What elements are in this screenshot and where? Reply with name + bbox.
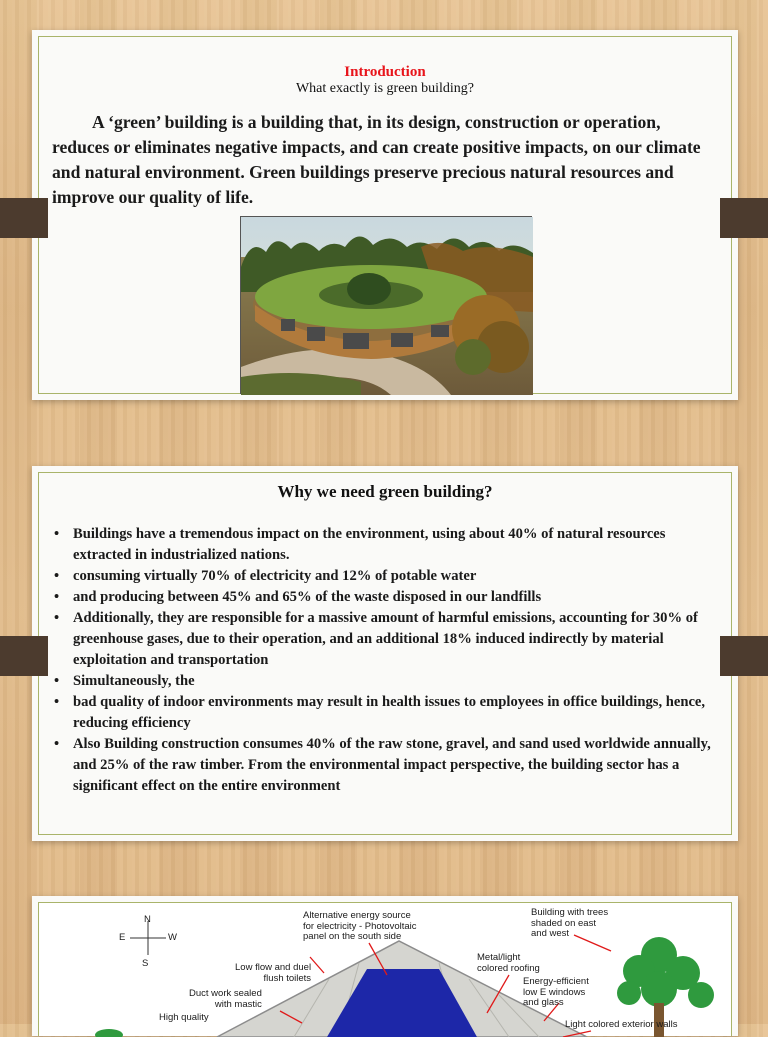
bullet-icon: • — [54, 589, 60, 605]
list-item-text: consuming virtually 70% of electricity and 12% of potable water — [73, 568, 477, 584]
slide-tab-right — [720, 198, 768, 238]
label-duct-work: Duct work sealed with mastic — [189, 988, 262, 1010]
list-item — [54, 608, 722, 671]
list-item — [54, 587, 722, 608]
bullet-icon: • — [54, 526, 60, 542]
green-roof-building-photo — [240, 216, 532, 394]
green-building-diagram — [38, 902, 732, 1036]
compass-east: E — [119, 932, 126, 943]
intro-paragraph: A ‘green’ building is a building that, in its design, construction or operation, reduces or eliminates negative impacts, and can create positive impacts, on our climate and natural environment. Green buildings preserve precious natural resources and improve our quality of life. — [52, 112, 701, 207]
label-alternative-energy: Alternative energy source for electricity - Photovoltaic panel on the south side — [303, 910, 417, 942]
list-item-text: Simultaneously, the — [73, 673, 195, 689]
slide-subtitle: What exactly is green building? — [295, 81, 475, 96]
compass-south: S — [142, 958, 149, 969]
list-item — [54, 671, 722, 692]
label-light-walls: Light colored exterior walls — [565, 1019, 678, 1030]
list-item — [54, 734, 722, 797]
slide-green-building-diagram — [32, 896, 738, 1036]
bullet-icon: • — [54, 568, 60, 584]
list-item — [54, 566, 722, 587]
compass-west: W — [168, 932, 177, 943]
slide-tab-right — [720, 636, 768, 676]
slide-why-green-building — [32, 466, 738, 841]
list-item — [54, 692, 722, 734]
list-item-text: bad quality of indoor environments may result in health issues to employees in office buildings, hence, reducing efficiency — [73, 694, 706, 731]
list-item — [54, 524, 722, 566]
compass-north: N — [144, 914, 151, 925]
bullet-icon: • — [54, 673, 60, 689]
slide-title: Introduction — [344, 64, 426, 80]
slide-title: Why we need green building? — [277, 482, 493, 501]
label-energy-windows: Energy-efficient low E windows and glass — [523, 976, 589, 1008]
bullet-list — [54, 524, 722, 797]
list-item-text: Additionally, they are responsible for a massive amount of harmful emissions, accounting for 30% of greenhouse gases, due to their operation, and an additional 18% induced indirectly by material exploitation and transportation — [73, 610, 698, 668]
slide-tab-left — [0, 636, 48, 676]
list-item-text: and producing between 45% and 65% of the waste disposed in our landfills — [73, 589, 542, 605]
label-trees-shade: Building with trees shaded on east and west — [531, 907, 609, 939]
bullet-icon: • — [54, 610, 60, 626]
bullet-icon: • — [54, 694, 60, 710]
label-high-quality: High quality — [159, 1012, 209, 1023]
label-metal-roofing: Metal/light colored roofing — [477, 952, 540, 974]
bullet-icon: • — [54, 736, 60, 752]
slide-tab-left — [0, 198, 48, 238]
list-item-text: Buildings have a tremendous impact on the environment, using about 40% of natural resources extracted in industrialized nations. — [73, 526, 666, 563]
list-item-text: Also Building construction consumes 40% of the raw stone, gravel, and sand used worldwide annually, and 25% of the raw timber. From the environmental impact perspective, the building sector has a significant effect on the entire environment — [73, 736, 711, 794]
slide-introduction — [32, 30, 738, 400]
label-low-flow-toilets: Low flow and duel flush toilets — [235, 962, 312, 984]
